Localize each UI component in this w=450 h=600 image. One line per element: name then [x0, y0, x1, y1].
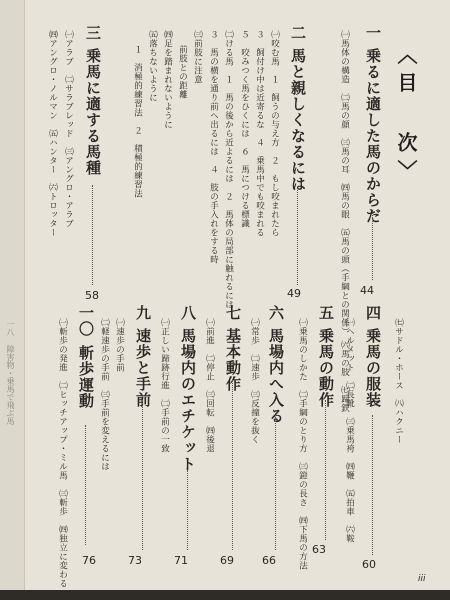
chapter-3-page: 58 — [85, 289, 99, 302]
chapter-2-sub: ５ 咬みつく馬をひくには ６ 馬につける標識 — [239, 30, 250, 228]
chapter-6-page: 66 — [262, 554, 276, 567]
chapter-3-sub: ㈣アングロ・ノルマン ㈤ハンター ㈥トロッター — [47, 30, 58, 237]
chapter-2-sub: ㈣足を踏まれないように — [162, 30, 173, 129]
chapter-3-number: 三 — [84, 25, 102, 41]
chapter-1-page: 44 — [360, 284, 374, 297]
chapter-7-number: 七 — [224, 305, 242, 321]
chapter-9-sub: ㈡軽速歩の手前 ㈢手前を変えるには — [99, 318, 110, 471]
chapter-4-page: 60 — [362, 558, 376, 571]
chapter-1-subs: ㈠馬体の構造 ㈡馬の顔 ㈢馬の耳 ㈣馬の眼 ㈤馬の頭（手綱との関係） ㈥馬の肢 ㈦蹄鉄 — [339, 30, 350, 413]
chapter-2-page: 49 — [287, 287, 301, 300]
chapter-2-heading: 馬と親しくなるには — [289, 48, 307, 192]
chapter-2-number: 二 — [289, 25, 307, 41]
chapter-1-leader — [372, 210, 373, 280]
chapter-10-page: 76 — [82, 554, 96, 567]
toc-title: 〈目 次〉 — [394, 44, 418, 188]
chapter-2-sub: 前肢との距離 — [177, 45, 188, 99]
chapter-1-heading: 乗るに適した馬のからだ — [364, 48, 382, 224]
chapter-4-sub: ㈠ヘルメット ㈡長靴 ㈢乗馬袴 ㈣鞭 ㈤拍車 ㈥鞍 — [344, 318, 355, 543]
adjacent-page-edge — [0, 0, 25, 600]
chapter-8-heading: 馬場内のエチケット — [179, 328, 197, 472]
chapter-10-leader — [85, 425, 86, 545]
chapter-7-heading: 基本動作 — [224, 328, 242, 392]
chapter-10-heading: 斬歩運動 — [77, 345, 95, 409]
chapter-8-page: 71 — [174, 554, 188, 567]
chapter-5-heading: 乗馬の動作 — [317, 328, 335, 408]
chapter-5-leader — [325, 400, 326, 540]
chapter-9-page: 73 — [128, 554, 142, 567]
chapter-7-sub: ㈠前進 ㈡停止 ㈢回転 ㈣後退 — [204, 318, 215, 453]
chapter-4-number: 四 — [364, 305, 382, 321]
chapter-2-sub: ㈡ける馬 １ 馬の後から近よるには ２ 馬体の局部に触れるには — [223, 30, 234, 309]
chapter-10-sub: ㈠斬歩の発進 ㈡ヒッチアップ・ミル馬 ㈢斬歩 ㈣独立に変わる — [57, 318, 68, 588]
chapter-10-number: 一〇 — [77, 305, 95, 337]
chapter-7-page: 69 — [220, 554, 234, 567]
chapter-2-sub: ３ 飼付け中は近寄るな ４ 乗馬中でも咬まれる — [254, 30, 265, 237]
chapter-4-leader — [372, 415, 373, 555]
chapter-9-leader — [142, 400, 143, 550]
chapter-4-sub: ㈦サドル・ホース ㈧ハクニー — [393, 318, 404, 444]
chapter-5-sub: ㈠乗馬のしかた ㈡手綱のとり方 ㈢鐙の長さ ㈣下馬の方法 — [297, 318, 308, 570]
chapter-2-sub: ㈤落ちないように — [147, 30, 158, 102]
chapter-3-sub: ㈠アラブ ㈡サラブレッド ㈢アングロ・アラブ — [63, 30, 74, 228]
chapter-9-heading: 速歩と手前 — [134, 328, 152, 408]
chapter-5-number: 五 — [317, 305, 335, 321]
chapter-6-heading: 馬場内へ入る — [267, 328, 285, 424]
chapter-8-number: 八 — [179, 305, 197, 321]
chapter-9-sub: ㈠速歩の手前 — [114, 318, 125, 372]
chapter-4-heading: 乗馬の服装 — [364, 328, 382, 408]
chapter-6-number: 六 — [267, 305, 285, 321]
ghost-chapter-number: 一八 — [6, 320, 15, 336]
chapter-7-leader — [232, 380, 233, 550]
chapter-9-number: 九 — [134, 305, 152, 321]
chapter-6-sub: ㈠常歩 ㈡速歩 ㈢反撞を抜く — [249, 318, 260, 444]
chapter-2-sub: ３ 馬の横を通り前へ出るには ４ 肢の手入れをする時 — [208, 30, 219, 264]
chapter-1-number: 一 — [364, 25, 382, 41]
chapter-8-sub: ㈠正しい蹄跡行進 ㈡手前の一致 — [159, 318, 170, 453]
chapter-3-leader — [92, 185, 93, 285]
binding-shadow — [0, 590, 450, 600]
chapter-5-page: 63 — [312, 543, 326, 556]
footer-page-number: iii — [418, 574, 426, 584]
ghost-chapter-heading: 障害物・乗馬で飛ぶ馬 — [6, 345, 15, 425]
chapter-8-leader — [187, 470, 188, 550]
chapter-2-leader — [297, 190, 298, 285]
chapter-2-sub: ㈢前肢に注意 — [192, 30, 203, 84]
chapter-2-sub: ㈠咬む馬 １ 飼うの与え方 ２ もし咬まれたら — [269, 30, 280, 237]
chapter-3-heading: 乗馬に適する馬種 — [84, 48, 102, 176]
chapter-2-sub: １ 消極的練習法 ２ 積極的練習法 — [132, 45, 143, 198]
chapter-6-leader — [275, 410, 276, 550]
